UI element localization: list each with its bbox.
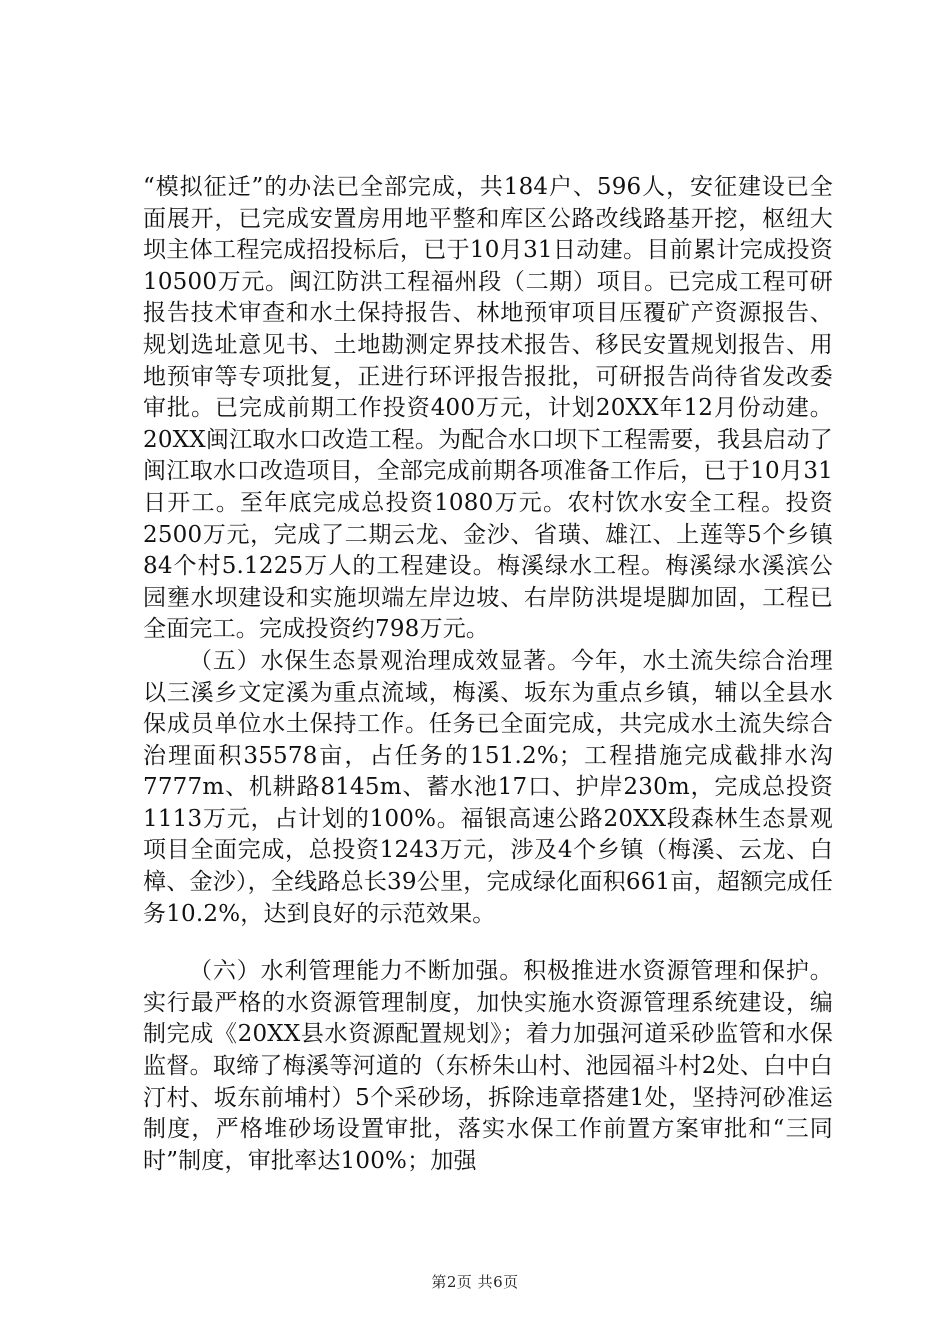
- page-number-footer: 第2页 共6页: [431, 1273, 519, 1291]
- paragraph-soil-conservation: （五）水保生态景观治理成效显著。今年，水土流失综合治理以三溪乡文定溪为重点流域，梅溪、坂东为重点乡镇，辅以全县水保成员单位水土保持工作。任务已全面完成，共完成水土流失综合治理面积35578亩，占任务的151.2%；工程措施完成截排水沟7777m、机耕路8145m、蓄水池17口、护岸230m，完成总投资1113万元，占计划的100%。福银高速公路20XX段森林生态景观项目全面完成，总投资1243万元，涉及4个乡镇（梅溪、云龙、白樟、金沙），全线路总长39公里，完成绿化面积661亩，超额完成任务10.2%，达到良好的示范效果。: [143, 647, 833, 927]
- paragraph-water-management: （六）水利管理能力不断加强。积极推进水资源管理和保护。实行最严格的水资源管理制度，加快实施水资源管理系统建设，编制完成《20XX县水资源配置规划》；着力加强河道采砂监管和水保监督。取缔了梅溪等河道的（东桥朱山村、池园福斗村2处、白中白汀村、坂东前埔村）5个采砂场，拆除违章搭建1处，坚持河砂准运制度，严格堆砂场设置审批，落实水保工作前置方案审批和“三同时”制度，审批率达100%；加强: [143, 958, 833, 1174]
- paragraph-continued-water-projects: “模拟征迁”的办法已全部完成，共184户、596人，安征建设已全面展开，已完成安置房用地平整和库区公路改线路基开挖，枢纽大坝主体工程完成招投标后，已于10月31日动建。目前累计完成投资10500万元。闽江防洪工程福州段（二期）项目。已完成工程可研报告技术审查和水土保持报告、林地预审项目压覆矿产资源报告、规划选址意见书、土地勘测定界技术报告、移民安置规划报告、用地预审等专项批复，正进行环评报告报批，可研报告尚待省发改委审批。已完成前期工作投资400万元，计划20XX年12月份动建。20XX闽江取水口改造工程。为配合水口坝下工程需要，我县启动了闽江取水口改造项目，全部完成前期各项准备工作后，已于10月31日开工。至年底完成总投资1080万元。农村饮水安全工程。投资2500万元，完成了二期云龙、金沙、省璜、雄江、上莲等5个乡镇84个村5.1225万人的工程建设。梅溪绿水工程。梅溪绿水溪滨公园壅水坝建设和实施坝端左岸边坡、右岸防洪堤堤脚加固，工程已全面完工。完成投资约798万元。: [143, 174, 833, 643]
- document-body: [143, 172, 833, 1177]
